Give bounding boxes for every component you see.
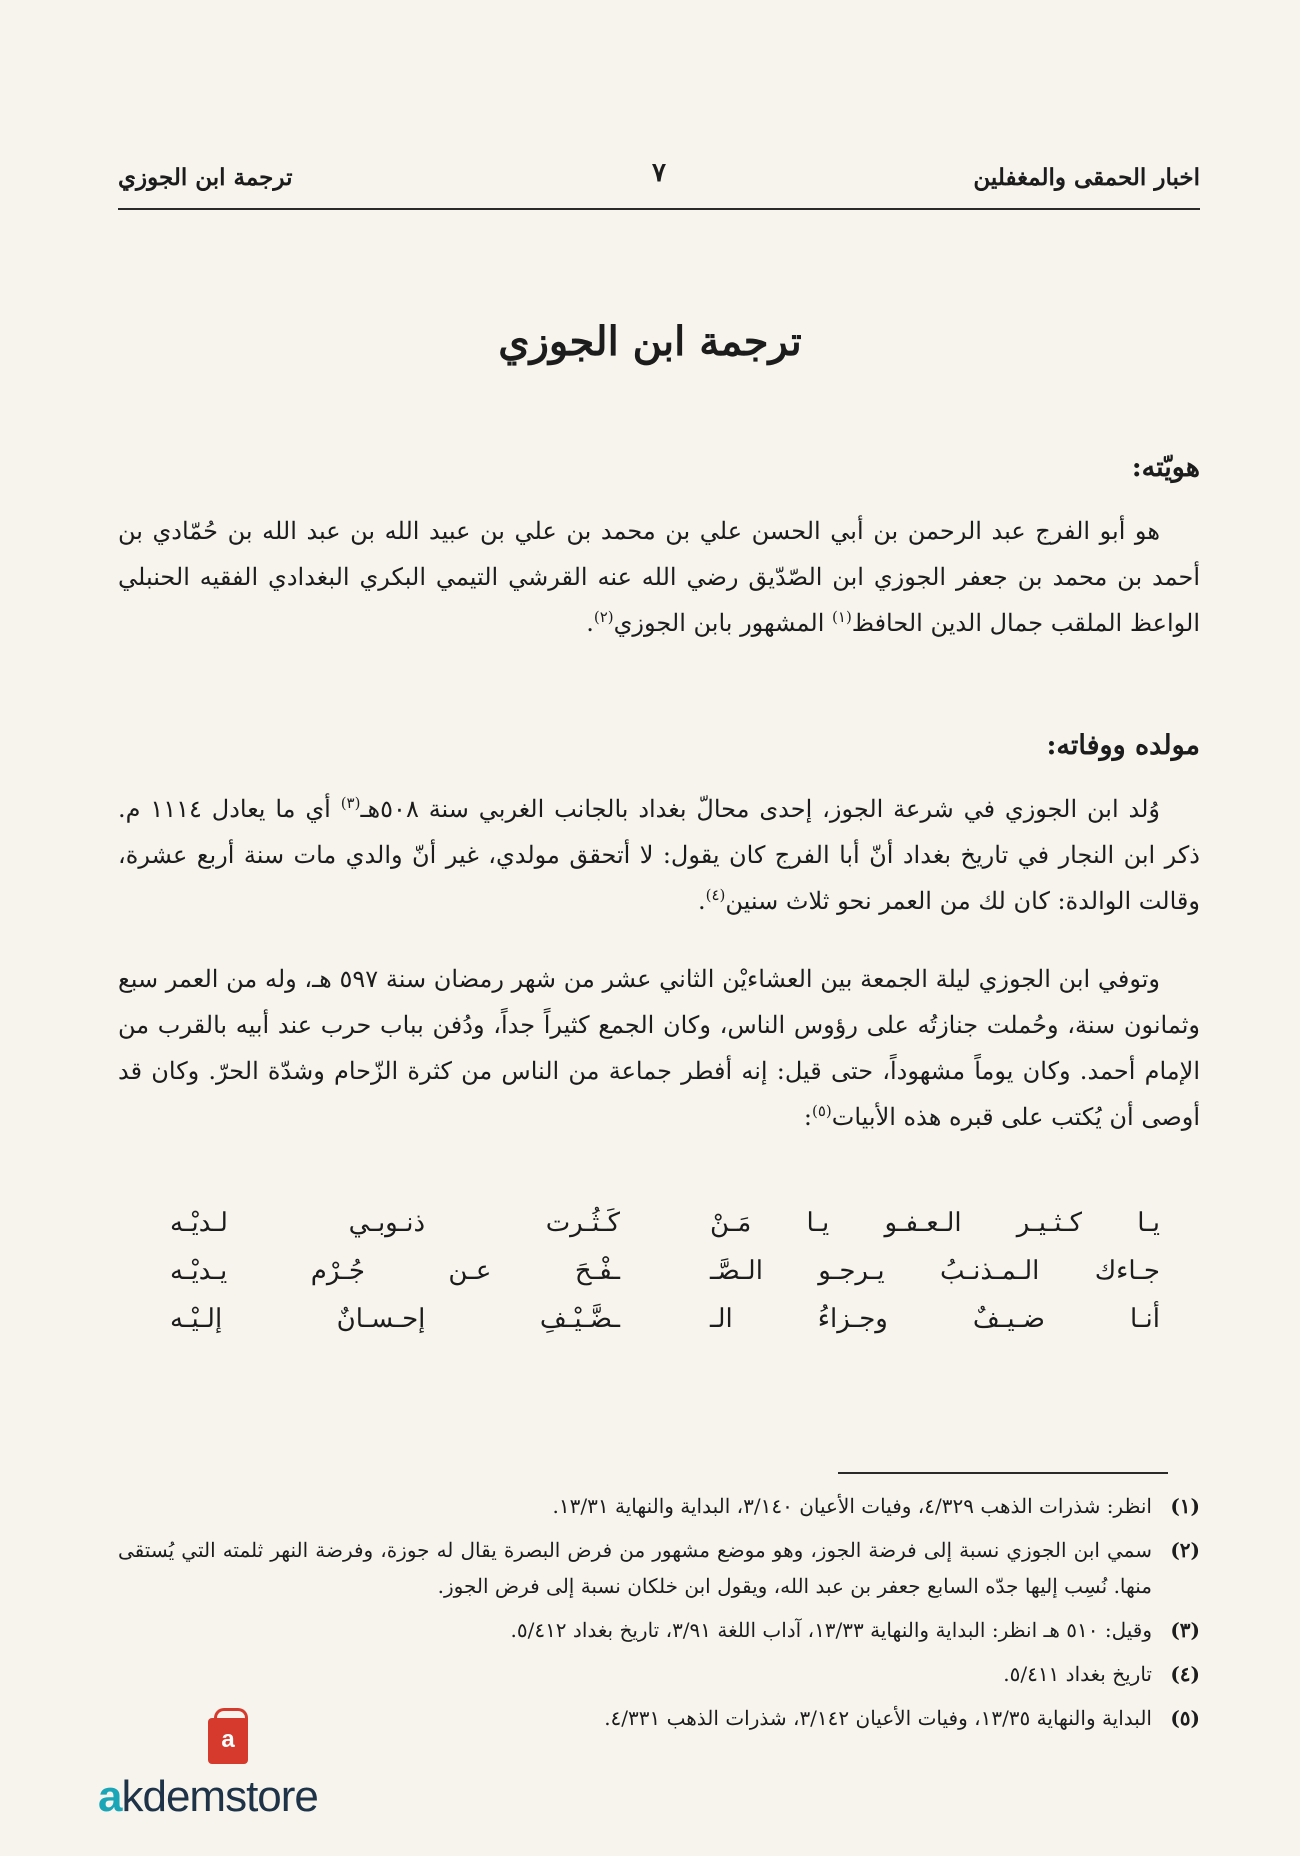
paragraph-text: . <box>697 887 706 915</box>
paragraph-text: المشهور بابن الجوزي <box>613 609 833 637</box>
shopping-bag-icon <box>208 1718 248 1764</box>
footnotes <box>118 1488 1200 1744</box>
paragraph-text: : <box>803 1103 812 1131</box>
footnote <box>118 1612 1200 1648</box>
footnote <box>118 1488 1200 1524</box>
paragraph-text: . <box>586 609 594 637</box>
verse-first-hemistich: جـاءك الـمـذنـبُ يـرجـو الـصَّـ <box>710 1256 1160 1286</box>
footnote-ref[interactable]: (٣) <box>340 794 361 812</box>
footnote-text: انظر: شذرات الذهب ٤/٣٢٩، وفيات الأعيان ٣/١٤٠، البداية والنهاية ١٣/٣١. <box>552 1494 1152 1518</box>
footnote-number: (٣) <box>1170 1618 1200 1642</box>
footnote-text: تاريخ بغداد ٥/٤١١. <box>1003 1662 1152 1686</box>
footnote-text: البداية والنهاية ١٣/٣٥، وفيات الأعيان ٣/١٤٢، شذرات الذهب ٤/٣٣١. <box>604 1706 1152 1730</box>
footnote-separator <box>838 1472 1168 1474</box>
verse-second-hemistich: ـفْـحَ عـن جُـرْم يـديْـه <box>170 1256 620 1286</box>
heading-birth-death: مولده ووفاته: <box>1046 730 1200 761</box>
footnote-ref[interactable]: (١) <box>832 608 852 626</box>
verse-first-hemistich: أنـا ضـيـفٌ وجـزاءُ الـ <box>710 1304 1160 1334</box>
footnote-text: سمي ابن الجوزي نسبة إلى فرضة الجوز، وهو موضع مشهور من فرض البصرة يقال له جوزة، وفرضة النهر ثلمته التي يُستقى منها. نُسِب إليها جدّه السابع جعفر بن عبد الله، ويقول ابن خلكان نسبة إلى فرض الجوز. <box>118 1538 1152 1598</box>
footnote <box>118 1656 1200 1692</box>
paragraph-identity <box>118 508 1200 646</box>
heading-identity: هويّته: <box>1131 452 1200 483</box>
footnote-text: وقيل: ٥١٠ هـ انظر: البداية والنهاية ١٣/٣٣، آداب اللغة ٣/٩١، تاريخ بغداد ٥/٤١٢. <box>510 1618 1152 1642</box>
badge-letter: a <box>221 1726 235 1753</box>
store-watermark <box>98 1718 378 1828</box>
footnote <box>118 1532 1200 1604</box>
page-number: ٧ <box>652 158 666 188</box>
paragraph-text: أي ما يعادل ١١١٤ م. ذكر ابن النجار في تاريخ بغداد أنّ أبا الفرج كان يقول: لا أتحقق مولدي، غير أنّ والدي مات سنة أربع عشرة، وقالت الوالدة: كان لك من العمر نحو ثلاث سنين <box>118 795 1200 915</box>
poem <box>170 1208 1160 1352</box>
paragraph-text: وتوفي ابن الجوزي ليلة الجمعة بين العشاءيْن الثاني عشر من شهر رمضان سنة ٥٩٧ هـ، وله من العمر سبع وثمانون سنة، وحُملت جنازتُه على رؤوس الناس، وكان الجمع كثيراً جداً، ودُفن بباب حرب عند أبيه بالقرب من الإمام أحمد. وكان يوماً مشهوداً، حتى قيل: إنه أفطر جماعة من الناس من كثرة الزّحام وشدّة الحرّ. وكان قد أوصى أن يُكتب على قبره هذه الأبيات <box>118 965 1200 1131</box>
verse-second-hemistich: ـضَّـيْـفِ إحـسـانٌ إلـيْـه <box>170 1304 620 1334</box>
page-title: ترجمة ابن الجوزي <box>498 318 802 365</box>
brand-rest: kdemstore <box>121 1772 318 1821</box>
paragraph-death <box>118 956 1200 1140</box>
brand-first-letter: a <box>98 1772 122 1821</box>
verse-second-hemistich: كَـثُـرت ذنـوبـي لـديْـه <box>170 1208 620 1238</box>
footnote-number: (١) <box>1170 1494 1200 1518</box>
footnote-number: (٤) <box>1170 1662 1200 1686</box>
poem-verse <box>170 1208 1160 1256</box>
paragraph-text: وُلد ابن الجوزي في شرعة الجوز، إحدى محالّ بغداد بالجانب الغربي سنة ٥٠٨هـ <box>360 795 1160 823</box>
poem-verse <box>170 1304 1160 1352</box>
paragraph-text: هو أبو الفرج عبد الرحمن بن أبي الحسن علي بن محمد بن علي بن عبيد الله بن عبد الله بن حُمّادي بن أحمد بن محمد بن جعفر الجوزي ابن الصّدّيق رضي الله عنه القرشي التيمي البكري البغدادي الفقيه الحنبلي الواعظ الملقب جمال الدين الحافظ <box>118 517 1200 637</box>
book-title: اخبار الحمقى والمغفلين <box>973 164 1200 191</box>
footnote-ref[interactable]: (٢) <box>593 608 614 626</box>
footnote-number: (٢) <box>1170 1538 1200 1562</box>
poem-verse <box>170 1256 1160 1304</box>
footnote-number: (٥) <box>1170 1706 1200 1730</box>
footnote-ref[interactable]: (٥) <box>811 1102 832 1120</box>
verse-first-hemistich: يـا كـثـيـر الـعـفـو يـا مَـنْ <box>710 1208 1160 1238</box>
running-section-title: ترجمة ابن الجوزي <box>118 164 293 191</box>
paragraph-birth <box>118 786 1200 924</box>
footnote-ref[interactable]: (٤) <box>705 886 726 904</box>
running-header <box>118 158 1200 210</box>
brand-logo-text <box>98 1772 318 1822</box>
